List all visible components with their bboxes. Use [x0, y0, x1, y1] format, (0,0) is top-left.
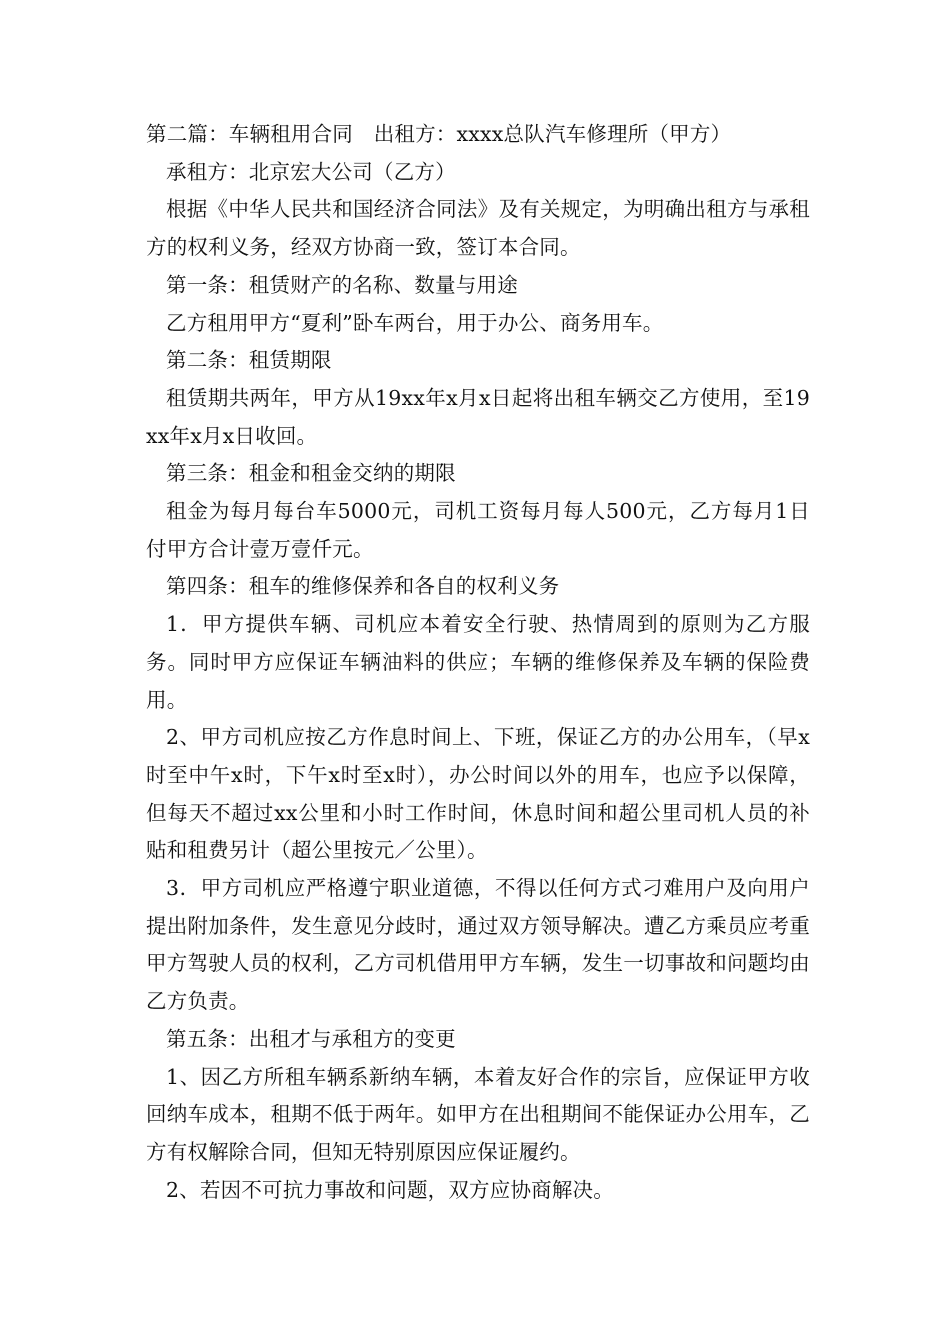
document-body [146, 116, 810, 1209]
article-5-heading: 第五条：出租才与承租方的变更 [166, 1026, 456, 1051]
article-4-item-2: 2、甲方司机应按乙方作息时间上、下班，保证乙方的办公用车，（早x时至中午x时，下午x时至x时），办公时间以外的用车，也应予以保障，但每天不超过xx公里和小时工作时间，休息时间和超公里司机人员的补贴和租费另计（超公里按元／公里）。 [146, 725, 810, 863]
article-3-text: 租金为每月每台车5000元，司机工资每月每人500元，乙方每月1日付甲方合计壹万壹仟元。 [146, 499, 810, 561]
article-1-text: 乙方租用甲方“夏利”卧车两台，用于办公、商务用车。 [166, 310, 664, 335]
article-4-heading: 第四条：租车的维修保养和各自的权利义务 [166, 574, 560, 599]
article-1-heading: 第一条：租赁财产的名称、数量与用途 [166, 272, 518, 297]
article-4-item-3: 3．甲方司机应严格遵宁职业道德，不得以任何方式刁难用户及向用户提出附加条件，发生意见分歧时，通过双方领导解决。遭乙方乘员应考重甲方驾驶人员的权利，乙方司机借用甲方车辆，发生一切事故和问题均由乙方负责。 [146, 876, 810, 1014]
preamble-paragraph: 根据《中华人民共和国经济合同法》及有关规定，为明确出租方与承租方的权利义务，经双方协商一致，签订本合同。 [146, 197, 810, 260]
article-3-heading: 第三条：租金和租金交纳的期限 [166, 461, 456, 486]
article-2-heading: 第二条：租赁期限 [166, 348, 332, 373]
article-2-text: 租赁期共两年，甲方从19xx年x月x日起将出租车辆交乙方使用，至19xx年x月x日收回。 [146, 385, 810, 448]
lessee-line: 承租方：北京宏大公司（乙方） [166, 159, 456, 184]
article-5-item-1: 1、因乙方所租车辆系新纳车辆，本着友好合作的宗旨，应保证甲方收回纳车成本，租期不低于两年。如甲方在出租期间不能保证办公用车，乙方有权解除合同，但知无特别原因应保证履约。 [146, 1064, 810, 1164]
doc-title-line: 第二篇：车辆租用合同 出租方：xxxx总队汽车修理所（甲方） [146, 122, 732, 146]
article-4-item-1: 1．甲方提供车辆、司机应本着安全行驶、热情周到的原则为乙方服务。同时甲方应保证车辆油料的供应；车辆的维修保养及车辆的保险费用。 [146, 612, 810, 712]
article-5-item-2: 2、若因不可抗力事故和问题，双方应协商解决。 [166, 1177, 614, 1202]
